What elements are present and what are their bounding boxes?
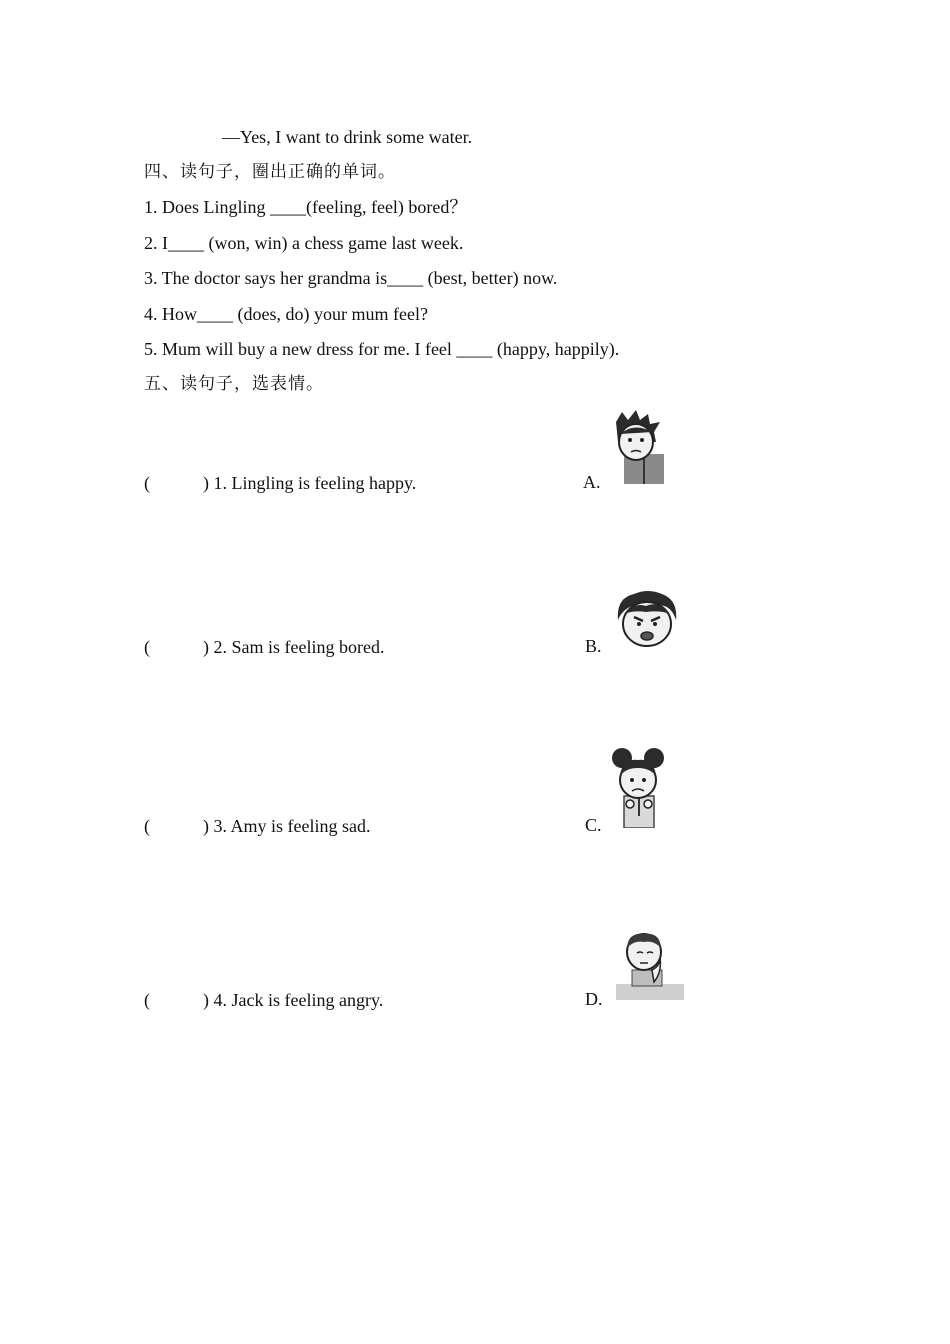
angry-boy-face-icon	[614, 590, 680, 650]
question-text: ) 1. Lingling is feeling happy.	[203, 473, 417, 493]
boy-spiky-hair-icon	[608, 408, 668, 484]
answer-paren-open[interactable]: (	[144, 816, 150, 836]
section-5-heading: 五、读句子，选表情。	[144, 374, 324, 394]
section-4-item-2: 2. I____ (won, win) a chess game last week.	[144, 233, 464, 253]
option-label-b: B.	[585, 636, 602, 656]
section-4-item-4: 4. How____ (does, do) your mum feel?	[144, 304, 428, 324]
question-row	[144, 989, 383, 1011]
option-label-a: A.	[583, 472, 601, 492]
sad-girl-icon	[610, 744, 666, 828]
question-text: ) 4. Jack is feeling angry.	[203, 990, 384, 1010]
section-4-heading: 四、读句子，圈出正确的单词。	[144, 162, 396, 182]
question-text: ) 2. Sam is feeling bored.	[203, 637, 385, 657]
answer-paren-open[interactable]: (	[144, 473, 150, 493]
question-row	[144, 815, 370, 837]
section-4-item-3: 3. The doctor says her grandma is____ (best, better) now.	[144, 268, 558, 288]
answer-paren-open[interactable]: (	[144, 637, 150, 657]
option-label-d: D.	[585, 989, 603, 1009]
question-row	[144, 636, 384, 658]
question-row	[144, 472, 416, 494]
dialogue-line: —Yes, I want to drink some water.	[222, 127, 473, 147]
section-4-item-5: 5. Mum will buy a new dress for me. I feel ____ (happy, happily).	[144, 339, 620, 359]
bored-boy-chin-on-hand-icon	[614, 926, 684, 1002]
option-label-c: C.	[585, 815, 602, 835]
question-text: ) 3. Amy is feeling sad.	[203, 816, 371, 836]
section-4-item-1: 1. Does Lingling ____(feeling, feel) bored？	[144, 197, 468, 217]
answer-paren-open[interactable]: (	[144, 990, 150, 1010]
